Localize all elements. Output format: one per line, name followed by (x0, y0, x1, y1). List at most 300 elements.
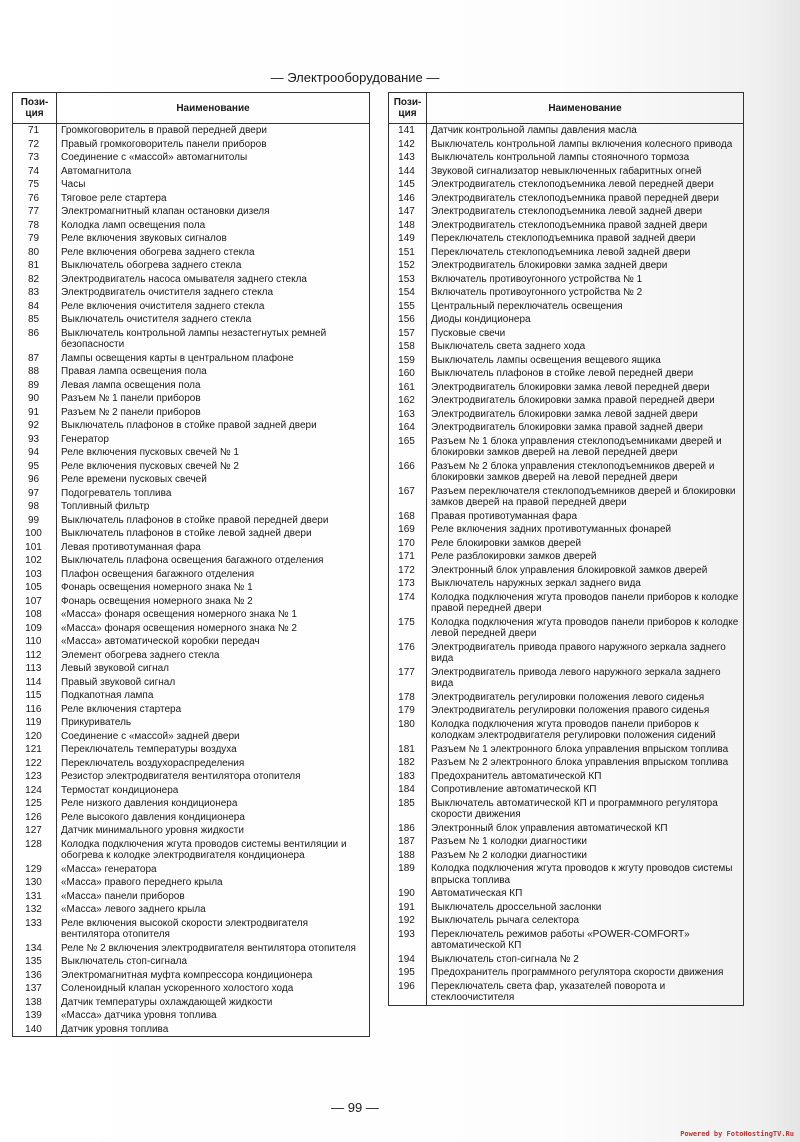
table-row (389, 743, 744, 757)
position-number: 159 (389, 354, 427, 368)
position-number: 187 (389, 835, 427, 849)
table-row (13, 487, 370, 501)
component-name: «Масса» автоматической коробки передач (61, 636, 260, 647)
component-name: Включатель противоугонного устройства № 2 (431, 287, 643, 298)
component-name: Реле разблокировки замков дверей (431, 551, 597, 562)
component-name: Тяговое реле стартера (61, 192, 167, 204)
component-name: Левый звуковой сигнал (61, 663, 169, 674)
component-name: Правый звуковой сигнал (61, 676, 176, 688)
table-row (389, 835, 744, 849)
component-name: Выключатель контрольной лампы незастегнутых ремней безопасности (61, 327, 327, 350)
component-name: Выключатель обогрева заднего стекла (61, 260, 242, 271)
component-name: Выключатель рычага селектора (431, 915, 580, 926)
table-row (389, 408, 744, 422)
component-name: Выключатель наружных зеркал заднего вида (431, 578, 641, 589)
position-number: 134 (13, 942, 57, 956)
component-name: Разъем № 2 электронного блока управления впрыском топлива (431, 757, 729, 768)
position-number: 120 (13, 730, 57, 744)
component-name: Реле включения стартера (61, 703, 182, 715)
component-name: Плафон освещения багажного отделения (61, 568, 255, 580)
position-number: 86 (13, 327, 57, 352)
component-name: Выключатель плафона освещения багажного отделения (61, 555, 324, 566)
table-row (13, 662, 370, 676)
position-number: 185 (389, 797, 427, 822)
position-number: 122 (13, 757, 57, 771)
table-row (13, 969, 370, 983)
component-name: Электродвигатель блокировки замка правой передней двери (431, 395, 715, 406)
table-row (13, 446, 370, 460)
component-name: Автомагнитола (61, 165, 132, 177)
component-name: Колодка ламп освещения пола (61, 219, 206, 231)
table-row (13, 460, 370, 474)
table-row (13, 689, 370, 703)
table-row (13, 124, 370, 138)
position-number: 177 (389, 666, 427, 691)
component-name: Реле включения пусковых свечей № 1 (61, 447, 239, 458)
table-row (13, 743, 370, 757)
component-name: Переключатель стеклоподъемника правой задней двери (431, 233, 696, 244)
component-name: Выключатель плафонов в стойке правой передней двери (61, 514, 329, 526)
component-name: Выключатель автоматической КП и программного регулятора скорости движения (431, 797, 718, 820)
component-name: Колодка подключения жгута проводов панели приборов к колодке правой передней двери (431, 591, 739, 614)
component-name: Электродвигатель стеклоподъемника правой задней двери (431, 219, 708, 231)
component-name: Разъем № 1 блока управления стеклоподъемниками дверей и блокировки замков дверей на левой передней двери (431, 435, 722, 458)
position-number: 135 (13, 955, 57, 969)
position-number: 133 (13, 917, 57, 942)
position-number: 192 (389, 914, 427, 928)
component-name: Электродвигатель очистителя заднего стекла (61, 287, 274, 298)
position-number: 132 (13, 903, 57, 917)
position-number: 109 (13, 622, 57, 636)
position-number: 147 (389, 205, 427, 219)
component-name: Сопротивление автоматической КП (431, 784, 597, 795)
table-row (13, 541, 370, 555)
table-row (389, 381, 744, 395)
table-row (13, 903, 370, 917)
component-name: Реле включения звуковых сигналов (61, 233, 227, 244)
table-row (13, 955, 370, 969)
component-name: «Масса» правого переднего крыла (61, 877, 223, 888)
position-number: 128 (13, 838, 57, 863)
table-row (389, 704, 744, 718)
position-number: 195 (389, 966, 427, 980)
component-name: Электродвигатель стеклоподъемника левой задней двери (431, 206, 703, 217)
position-number: 172 (389, 564, 427, 578)
table-row (13, 286, 370, 300)
component-name: Колодка подключения жгута проводов системы вентиляции и обогрева к колодке электродвигателя кондиционера (61, 838, 347, 861)
table-row (13, 232, 370, 246)
position-number: 125 (13, 797, 57, 811)
position-number: 116 (13, 703, 57, 717)
position-number: 157 (389, 327, 427, 341)
position-number: 108 (13, 608, 57, 622)
table-row (13, 259, 370, 273)
position-number: 72 (13, 138, 57, 152)
component-name: Переключатель воздухораспределения (61, 757, 245, 769)
position-number: 93 (13, 433, 57, 447)
position-number: 142 (389, 138, 427, 152)
table-row (389, 862, 744, 887)
position-number: 84 (13, 300, 57, 314)
table-row (13, 595, 370, 609)
table-row (13, 797, 370, 811)
position-number: 182 (389, 756, 427, 770)
component-name: Реле высокого давления кондиционера (61, 811, 245, 823)
component-name: Выключатель очистителя заднего стекла (61, 314, 252, 325)
component-name: Электродвигатель регулировки положения правого сиденья (431, 705, 710, 716)
component-name: Реле блокировки замков дверей (431, 537, 582, 549)
position-number: 90 (13, 392, 57, 406)
component-name: Соединение с «массой» задней двери (61, 730, 240, 742)
position-number: 79 (13, 232, 57, 246)
component-name: Колодка подключения жгута проводов панели приборов к колодкам электродвигателя регулировки положения сидений (431, 718, 716, 741)
position-number: 89 (13, 379, 57, 393)
position-number: 166 (389, 460, 427, 485)
component-name: Разъем № 1 панели приборов (61, 393, 201, 404)
table-row (13, 838, 370, 863)
table-row (389, 435, 744, 460)
table-row (389, 124, 744, 138)
position-number: 94 (13, 446, 57, 460)
component-name: Реле № 2 включения электродвигателя вентилятора отопителя (61, 942, 356, 954)
table-row (13, 406, 370, 420)
position-number: 80 (13, 246, 57, 260)
component-name: Левая лампа освещения пола (61, 379, 201, 391)
table-row (389, 849, 744, 863)
position-number: 107 (13, 595, 57, 609)
position-number: 98 (13, 500, 57, 514)
component-name: «Масса» фонаря освещения номерного знака № 2 (61, 622, 297, 634)
table-row (389, 756, 744, 770)
component-name: Выключатель света заднего хода (431, 341, 586, 352)
component-name: Разъем № 2 блока управления стеклоподъемников дверей и блокировки замков дверей на левой передней двери (431, 460, 715, 483)
component-name: Разъем № 2 колодки диагностики (431, 849, 587, 861)
position-number: 78 (13, 219, 57, 233)
component-name: Элемент обогрева заднего стекла (61, 649, 220, 661)
table-row (389, 616, 744, 641)
component-name: Подогреватель топлива (61, 487, 172, 499)
position-number: 92 (13, 419, 57, 433)
table-row (13, 730, 370, 744)
position-number: 143 (389, 151, 427, 165)
component-name: Выключатель стоп-сигнала (61, 956, 188, 967)
table-row (389, 641, 744, 666)
component-name: Центральный переключатель освещения (431, 300, 623, 312)
component-name: «Масса» фонаря освещения номерного знака № 1 (61, 609, 297, 620)
component-name: Электродвигатель блокировки замка задней двери (431, 260, 668, 271)
position-number: 99 (13, 514, 57, 528)
column-header-name: Наименование (427, 93, 744, 124)
component-name: Переключатель света фар, указателей поворота и стеклоочистителя (431, 980, 666, 1003)
position-number: 95 (13, 460, 57, 474)
component-name: Громкоговоритель в правой передней двери (61, 125, 267, 136)
table-row (13, 568, 370, 582)
position-number: 196 (389, 980, 427, 1006)
component-name: Предохранитель программного регулятора скорости движения (431, 967, 724, 978)
position-number: 101 (13, 541, 57, 555)
table-row (389, 691, 744, 705)
component-name: «Масса» панели приборов (61, 890, 185, 902)
position-number: 191 (389, 901, 427, 915)
component-name: Автоматическая КП (431, 888, 523, 899)
component-name: Прикуриватель (61, 717, 132, 728)
position-number: 161 (389, 381, 427, 395)
position-number: 103 (13, 568, 57, 582)
position-number: 152 (389, 259, 427, 273)
component-name: Выключатель плафонов в стойке правой задней двери (61, 420, 317, 431)
table-row (13, 917, 370, 942)
table-row (13, 365, 370, 379)
table-row (389, 914, 744, 928)
position-number: 194 (389, 953, 427, 967)
position-number: 123 (13, 770, 57, 784)
component-name: Электронный блок управления блокировкой замков дверей (431, 564, 708, 576)
table-row (13, 473, 370, 487)
position-number: 179 (389, 704, 427, 718)
position-number: 91 (13, 406, 57, 420)
component-name: Включатель противоугонного устройства № 1 (431, 273, 643, 285)
position-number: 145 (389, 178, 427, 192)
position-number: 189 (389, 862, 427, 887)
component-name: Соленоидный клапан ускоренного холостого хода (61, 983, 294, 994)
table-row (389, 901, 744, 915)
table-row (13, 219, 370, 233)
table-row (389, 887, 744, 901)
table-row (389, 286, 744, 300)
table-row (13, 192, 370, 206)
component-name: Выключатель лампы освещения вещевого ящика (431, 354, 661, 366)
component-name: Реле включения пусковых свечей № 2 (61, 460, 239, 472)
component-name: Выключатель контрольной лампы стояночного тормоза (431, 152, 690, 163)
table-row (13, 581, 370, 595)
watermark-text: Powered by FotoHostingTV.Ru (680, 1130, 794, 1138)
component-name: Выключатель контрольной лампы включения колесного привода (431, 138, 733, 150)
position-number: 88 (13, 365, 57, 379)
component-name: Электродвигатель привода правого наружного зеркала заднего вида (431, 641, 726, 664)
position-number: 140 (13, 1023, 57, 1037)
component-name: Реле включения задних противотуманных фонарей (431, 524, 672, 535)
parts-table-left (12, 92, 370, 1037)
table-row (13, 1023, 370, 1037)
component-name: Реле времени пусковых свечей (61, 474, 207, 485)
component-name: Датчик температуры охлаждающей жидкости (61, 996, 273, 1008)
table-row (389, 770, 744, 784)
component-name: Соединение с «массой» автомагнитолы (61, 152, 248, 163)
table-row (13, 327, 370, 352)
position-number: 165 (389, 435, 427, 460)
table-row (13, 352, 370, 366)
table-row (389, 718, 744, 743)
component-name: Выключатель дроссельной заслонки (431, 901, 602, 913)
position-number: 115 (13, 689, 57, 703)
table-row (389, 273, 744, 287)
position-number: 164 (389, 421, 427, 435)
position-number: 127 (13, 824, 57, 838)
position-number: 174 (389, 591, 427, 616)
table-row (13, 419, 370, 433)
component-name: Переключатель стеклоподъемника левой задней двери (431, 246, 691, 258)
position-number: 110 (13, 635, 57, 649)
table-row (389, 246, 744, 260)
component-name: Электродвигатель регулировки положения левого сиденья (431, 691, 705, 703)
table-row (13, 622, 370, 636)
table-row (13, 554, 370, 568)
table-row (13, 784, 370, 798)
component-name: Реле включения очистителя заднего стекла (61, 300, 265, 312)
component-name: Электродвигатель блокировки замка правой задней двери (431, 422, 703, 433)
table-row (13, 676, 370, 690)
table-row (13, 770, 370, 784)
column-header-position: Пози- ция (13, 93, 57, 124)
component-name: Часы (61, 179, 86, 190)
position-number: 184 (389, 783, 427, 797)
page-header-title: — Электрооборудование — (270, 70, 440, 85)
position-number: 146 (389, 192, 427, 206)
table-row (389, 460, 744, 485)
column-header-position: Пози- ция (389, 93, 427, 124)
table-row (13, 300, 370, 314)
parts-table-right (388, 92, 744, 1006)
position-number: 181 (389, 743, 427, 757)
position-number: 156 (389, 313, 427, 327)
table-row (389, 564, 744, 578)
table-row (13, 273, 370, 287)
component-name: Топливный фильтр (61, 501, 150, 512)
position-number: 168 (389, 510, 427, 524)
position-number: 71 (13, 124, 57, 138)
table-row (389, 537, 744, 551)
table-row (389, 138, 744, 152)
table-row (13, 703, 370, 717)
table-row (389, 523, 744, 537)
table-row (13, 246, 370, 260)
table-row (389, 797, 744, 822)
table-row (389, 354, 744, 368)
table-row (389, 783, 744, 797)
position-number: 170 (389, 537, 427, 551)
position-number: 158 (389, 340, 427, 354)
position-number: 193 (389, 928, 427, 953)
position-number: 175 (389, 616, 427, 641)
component-name: Лампы освещения карты в центральном плафоне (61, 352, 294, 364)
position-number: 178 (389, 691, 427, 705)
component-name: «Масса» генератора (61, 863, 157, 875)
position-number: 171 (389, 550, 427, 564)
component-name: Генератор (61, 433, 109, 445)
table-row (13, 514, 370, 528)
position-number: 149 (389, 232, 427, 246)
table-row (13, 811, 370, 825)
position-number: 131 (13, 890, 57, 904)
column-header-name: Наименование (57, 93, 370, 124)
position-number: 141 (389, 124, 427, 138)
table-row (13, 379, 370, 393)
table-row (13, 982, 370, 996)
component-name: Правая противотуманная фара (431, 510, 578, 522)
component-name: Переключатель режимов работы «POWER-COMFORT» автоматической КП (431, 928, 690, 951)
position-number: 176 (389, 641, 427, 666)
position-number: 102 (13, 554, 57, 568)
component-name: Колодка подключения жгута проводов к жгуту проводов системы впрыска топлива (431, 863, 733, 886)
position-number: 160 (389, 367, 427, 381)
component-name: Электродвигатель стеклоподъемника левой передней двери (431, 179, 714, 190)
position-number: 136 (13, 969, 57, 983)
component-name: Левая противотуманная фара (61, 541, 201, 553)
component-name: Предохранитель автоматической КП (431, 770, 602, 782)
component-name: Переключатель температуры воздуха (61, 744, 237, 755)
table-row (389, 822, 744, 836)
position-number: 126 (13, 811, 57, 825)
table-row (389, 577, 744, 591)
component-name: Разъем переключателя стеклоподъемников дверей и блокировки замков дверей на правой передней двери (431, 485, 736, 508)
component-name: Фонарь освещения номерного знака № 2 (61, 595, 253, 607)
position-number: 83 (13, 286, 57, 300)
table-row (13, 433, 370, 447)
table-row (389, 367, 744, 381)
component-name: Электродвигатель блокировки замка левой задней двери (431, 408, 698, 420)
position-number: 137 (13, 982, 57, 996)
component-name: Электронный блок управления автоматической КП (431, 822, 668, 834)
table-row (389, 205, 744, 219)
position-number: 190 (389, 887, 427, 901)
position-number: 105 (13, 581, 57, 595)
position-number: 85 (13, 313, 57, 327)
table-body-left (13, 124, 370, 1037)
table-row (389, 510, 744, 524)
position-number: 186 (389, 822, 427, 836)
component-name: Фонарь освещения номерного знака № 1 (61, 582, 253, 593)
position-number: 74 (13, 165, 57, 179)
component-name: Колодка подключения жгута проводов панели приборов к колодке левой передней двери (431, 616, 739, 639)
position-number: 162 (389, 394, 427, 408)
table-row (13, 608, 370, 622)
position-number: 151 (389, 246, 427, 260)
table-row (13, 313, 370, 327)
position-number: 167 (389, 485, 427, 510)
component-name: Электродвигатель стеклоподъемника правой передней двери (431, 192, 719, 204)
position-number: 144 (389, 165, 427, 179)
table-row (13, 635, 370, 649)
table-row (13, 151, 370, 165)
component-name: Выключатель стоп-сигнала № 2 (431, 953, 579, 965)
table-row (13, 165, 370, 179)
table-row (389, 966, 744, 980)
table-row (13, 527, 370, 541)
component-name: Датчик контрольной лампы давления масла (431, 125, 637, 136)
table-row (13, 757, 370, 771)
component-name: Выключатель плафонов в стойке левой задней двери (61, 528, 312, 539)
position-number: 77 (13, 205, 57, 219)
table-row (13, 876, 370, 890)
component-name: Пусковые свечи (431, 327, 506, 339)
table-row (389, 953, 744, 967)
component-name: Правый громкоговоритель панели приборов (61, 138, 267, 150)
table-row (389, 550, 744, 564)
position-number: 183 (389, 770, 427, 784)
position-number: 169 (389, 523, 427, 537)
position-number: 124 (13, 784, 57, 798)
table-row (389, 928, 744, 953)
component-name: Подкапотная лампа (61, 690, 154, 701)
table-row (389, 192, 744, 206)
position-number: 121 (13, 743, 57, 757)
table-row (389, 232, 744, 246)
component-name: Датчик минимального уровня жидкости (61, 825, 244, 836)
table-row (389, 666, 744, 691)
component-name: Датчик уровня топлива (61, 1023, 169, 1035)
component-name: Звуковой сигнализатор невыключенных габаритных огней (431, 165, 702, 177)
position-number: 153 (389, 273, 427, 287)
